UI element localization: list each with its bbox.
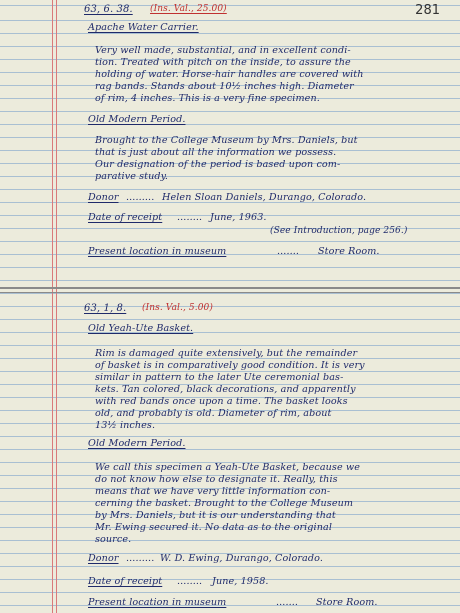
entry2-donor-label: Donor xyxy=(88,553,119,564)
entry1-period-line: Brought to the College Museum by Mrs. Daniels, but xyxy=(95,135,358,146)
entry2-receipt-leader: ........ xyxy=(177,576,203,587)
entry1-receipt-note: (See Introduction, page 256.) xyxy=(270,226,408,236)
entry1-location-leader: ....... xyxy=(277,246,300,257)
entry2-period-line: Mr. Ewing secured it. No data as to the original xyxy=(95,522,332,533)
entry1-period-line: that is just about all the information we possess. xyxy=(95,147,337,158)
entry2-location-leader: ....... xyxy=(276,597,299,608)
entry2-catalog-number: 63, 1, 8. xyxy=(84,303,127,314)
entry2-period-line: cerning the basket. Brought to the College Museum xyxy=(95,498,354,509)
entry2-description-line: 13½ inches. xyxy=(95,420,156,431)
entry1-catalog-number: 63, 6. 38. xyxy=(84,4,133,15)
margin-rule-left xyxy=(52,0,53,613)
entry2-description-line: Rim is damaged quite extensively, but the remainder xyxy=(95,348,358,359)
entry1-donor-label: Donor xyxy=(88,192,119,203)
entry2-period-heading: Old Modern Period. xyxy=(88,438,186,449)
entry1-location-value: Store Room. xyxy=(318,246,380,257)
entry2-description-line: kets. Tan colored, black decorations, and apparently xyxy=(95,384,356,395)
entry2-period-line: We call this specimen a Yeah-Ute Basket, because we xyxy=(95,462,360,473)
entry1-description-line: Very well made, substantial, and in excellent condi- xyxy=(95,45,351,56)
entry1-description-line: of rim, 4 inches. This is a very fine specimen. xyxy=(95,93,320,104)
entry2-description-line: with red bands once upon a time. The basket looks xyxy=(95,396,348,407)
margin-rule-left-2 xyxy=(56,0,57,613)
entry1-description-line: rag bands. Stands about 10½ inches high. Diameter xyxy=(95,81,354,92)
entry2-donor-value: W. D. Ewing, Durango, Colorado. xyxy=(160,553,323,564)
entry2-title: Old Yeah-Ute Basket. xyxy=(88,323,194,334)
entry2-period-line: means that we have very little information con- xyxy=(95,486,331,497)
entry1-period-line: parative study. xyxy=(95,171,169,182)
page-number: 281 xyxy=(415,3,440,18)
entry2-description-line: old, and probably is old. Diameter of rim, about xyxy=(95,408,332,419)
entry2-insurance-value: (Ins. Val., 5.00) xyxy=(142,303,213,313)
entry1-insurance-value: (Ins. Val., 25.00) xyxy=(150,4,227,14)
entry1-receipt-label: Date of receipt xyxy=(88,212,163,223)
entry2-period-line: by Mrs. Daniels, but it is our understanding that xyxy=(95,510,336,521)
entry1-location-label: Present location in museum xyxy=(88,246,227,257)
entry2-description-line: similar in pattern to the later Ute ceremonial bas- xyxy=(95,372,344,383)
entry1-receipt-value: June, 1963. xyxy=(210,212,267,223)
entry2-description-line: of basket is in comparatively good condition. It is very xyxy=(95,360,365,371)
entry2-receipt-label: Date of receipt xyxy=(88,576,163,587)
entry1-period-line: Our designation of the period is based upon com- xyxy=(95,159,341,170)
entry2-location-label: Present location in museum xyxy=(88,597,227,608)
entry2-period-line: do not know how else to designate it. Really, this xyxy=(95,474,338,485)
entry1-title: Apache Water Carrier. xyxy=(88,22,199,33)
entry1-donor-value: Helen Sloan Daniels, Durango, Colorado. xyxy=(162,192,367,203)
entry1-donor-leader: ......... xyxy=(126,192,155,203)
entry2-location-value: Store Room. xyxy=(316,597,378,608)
entry2-donor-leader: ......... xyxy=(126,553,155,564)
entry2-receipt-value: June, 1958. xyxy=(212,576,269,587)
entry1-period-heading: Old Modern Period. xyxy=(88,114,186,125)
entry-separator-2 xyxy=(0,292,460,293)
entry-separator xyxy=(0,287,460,289)
entry1-description-line: holding of water. Horse-hair handles are covered with xyxy=(95,69,364,80)
entry2-period-line: source. xyxy=(95,534,132,545)
entry1-description-line: tion. Treated with pitch on the inside, to assure the xyxy=(95,57,351,68)
entry1-receipt-leader: ........ xyxy=(177,212,203,223)
